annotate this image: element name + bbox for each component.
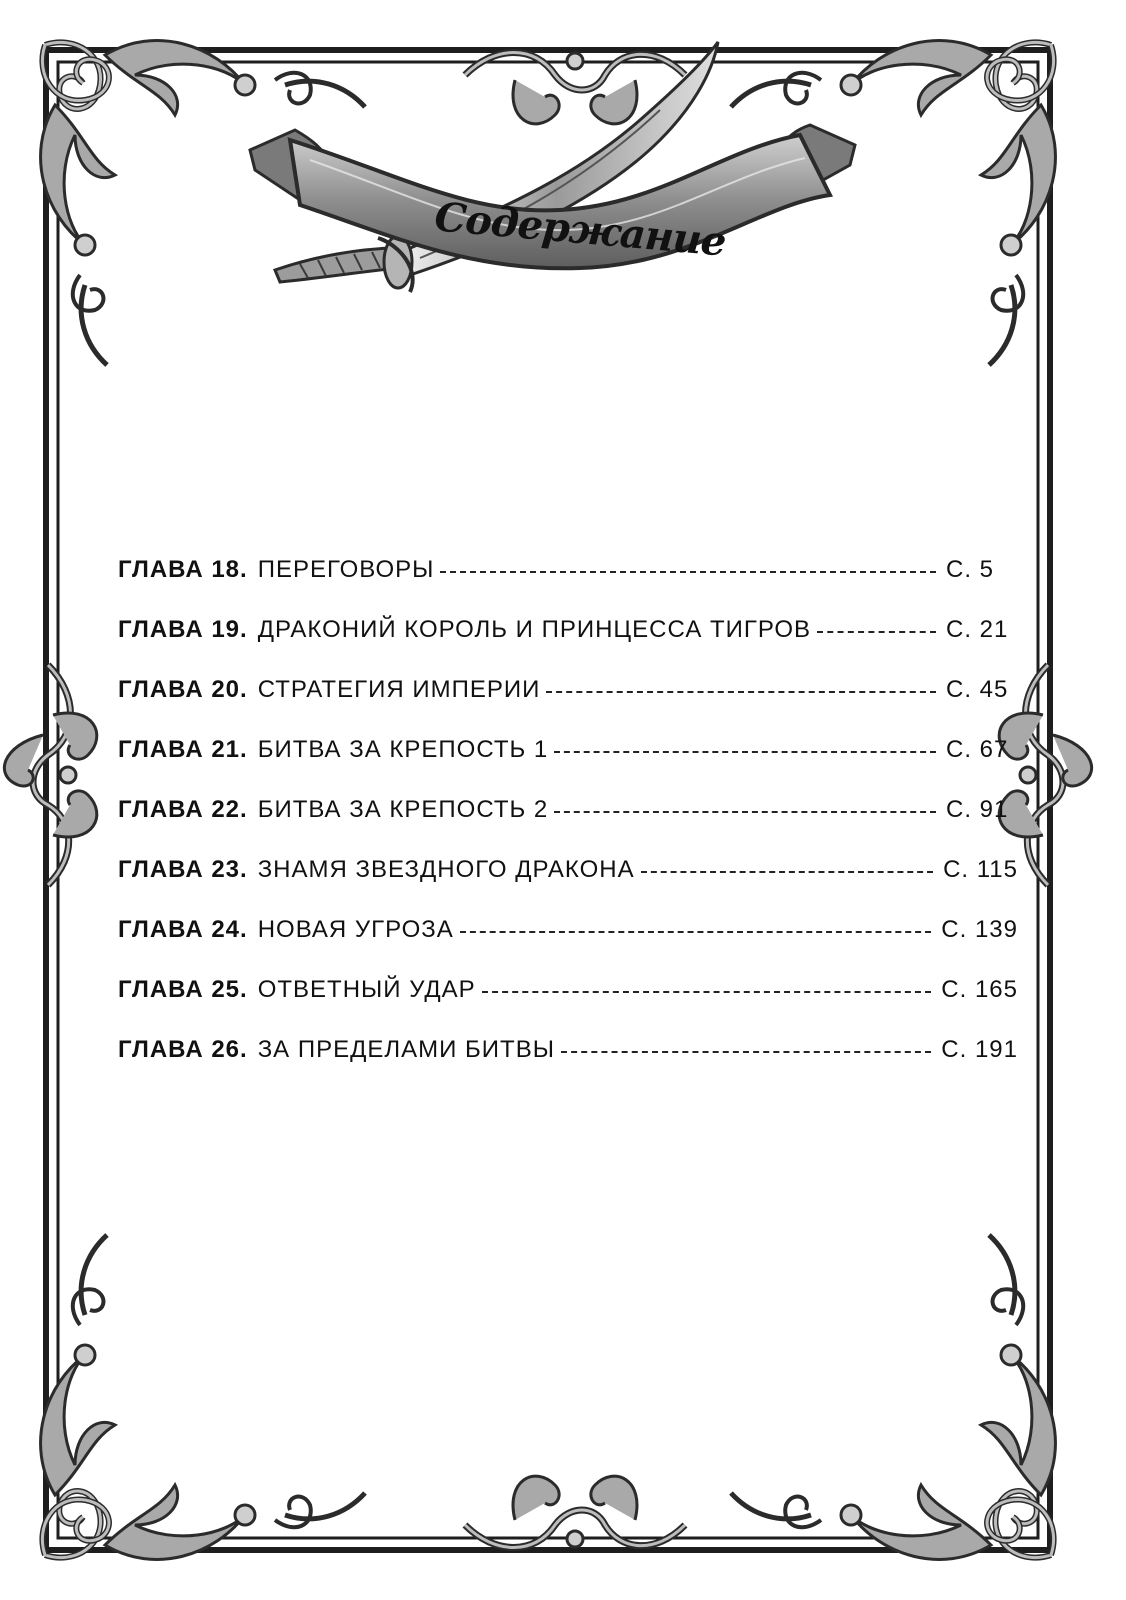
chapter-number: ГЛАВА 23.	[118, 856, 248, 883]
chapter-number: ГЛАВА 20.	[118, 676, 248, 703]
page-title: Содержание	[432, 193, 728, 266]
dot-leader	[554, 811, 936, 813]
toc-entry[interactable]	[118, 856, 1018, 916]
page-number: С. 5	[946, 556, 995, 583]
chapter-title: ЗА ПРЕДЕЛАМИ БИТВЫ	[257, 1036, 555, 1063]
chapter-title: СТРАТЕГИЯ ИМПЕРИИ	[257, 676, 541, 703]
chapter-title: ПЕРЕГОВОРЫ	[257, 556, 435, 583]
toc-entry[interactable]	[118, 736, 1018, 796]
toc-entry[interactable]	[118, 916, 1018, 976]
page-number: С. 91	[946, 796, 1009, 823]
page-number: С. 191	[941, 1036, 1018, 1063]
chapter-number: ГЛАВА 26.	[118, 1036, 248, 1063]
dot-leader	[460, 931, 931, 933]
toc-entry[interactable]	[118, 796, 1018, 856]
dot-leader	[440, 571, 936, 573]
page-number: С. 45	[946, 676, 1009, 703]
chapter-number: ГЛАВА 24.	[118, 916, 248, 943]
chapter-number: ГЛАВА 25.	[118, 976, 248, 1003]
page-number: С. 115	[943, 856, 1018, 883]
toc-entry[interactable]	[118, 616, 1018, 676]
corner-ornament-bottom-left	[41, 1235, 365, 1559]
dot-leader	[482, 991, 932, 993]
page-number: С. 165	[941, 976, 1018, 1003]
chapter-title: БИТВА ЗА КРЕПОСТЬ 1	[257, 736, 549, 763]
toc-entry[interactable]	[118, 1036, 1018, 1096]
chapter-title: ДРАКОНИЙ КОРОЛЬ И ПРИНЦЕССА ТИГРОВ	[257, 616, 812, 643]
chapter-title: ЗНАМЯ ЗВЕЗДНОГО ДРАКОНА	[257, 856, 635, 883]
dot-leader	[641, 871, 933, 873]
chapter-title: НОВАЯ УГРОЗА	[257, 916, 454, 943]
dot-leader	[546, 691, 936, 693]
chapter-number: ГЛАВА 22.	[118, 796, 248, 823]
dot-leader	[817, 631, 936, 633]
chapter-number: ГЛАВА 18.	[118, 556, 248, 583]
toc-entry[interactable]	[118, 976, 1018, 1036]
chapter-number: ГЛАВА 21.	[118, 736, 248, 763]
chapter-title: ОТВЕТНЫЙ УДАР	[257, 976, 476, 1003]
chapter-title: БИТВА ЗА КРЕПОСТЬ 2	[257, 796, 549, 823]
corner-ornament-bottom-right	[731, 1235, 1055, 1559]
table-of-contents	[118, 556, 1018, 1096]
toc-entry[interactable]	[118, 556, 1018, 616]
dot-leader	[554, 751, 936, 753]
side-ornament-left	[4, 665, 96, 885]
page-number: С. 67	[946, 736, 1009, 763]
page-number: С. 139	[941, 916, 1018, 943]
toc-entry[interactable]	[118, 676, 1018, 736]
page-number: С. 21	[946, 616, 1009, 643]
chapter-number: ГЛАВА 19.	[118, 616, 248, 643]
dot-leader	[561, 1051, 931, 1053]
